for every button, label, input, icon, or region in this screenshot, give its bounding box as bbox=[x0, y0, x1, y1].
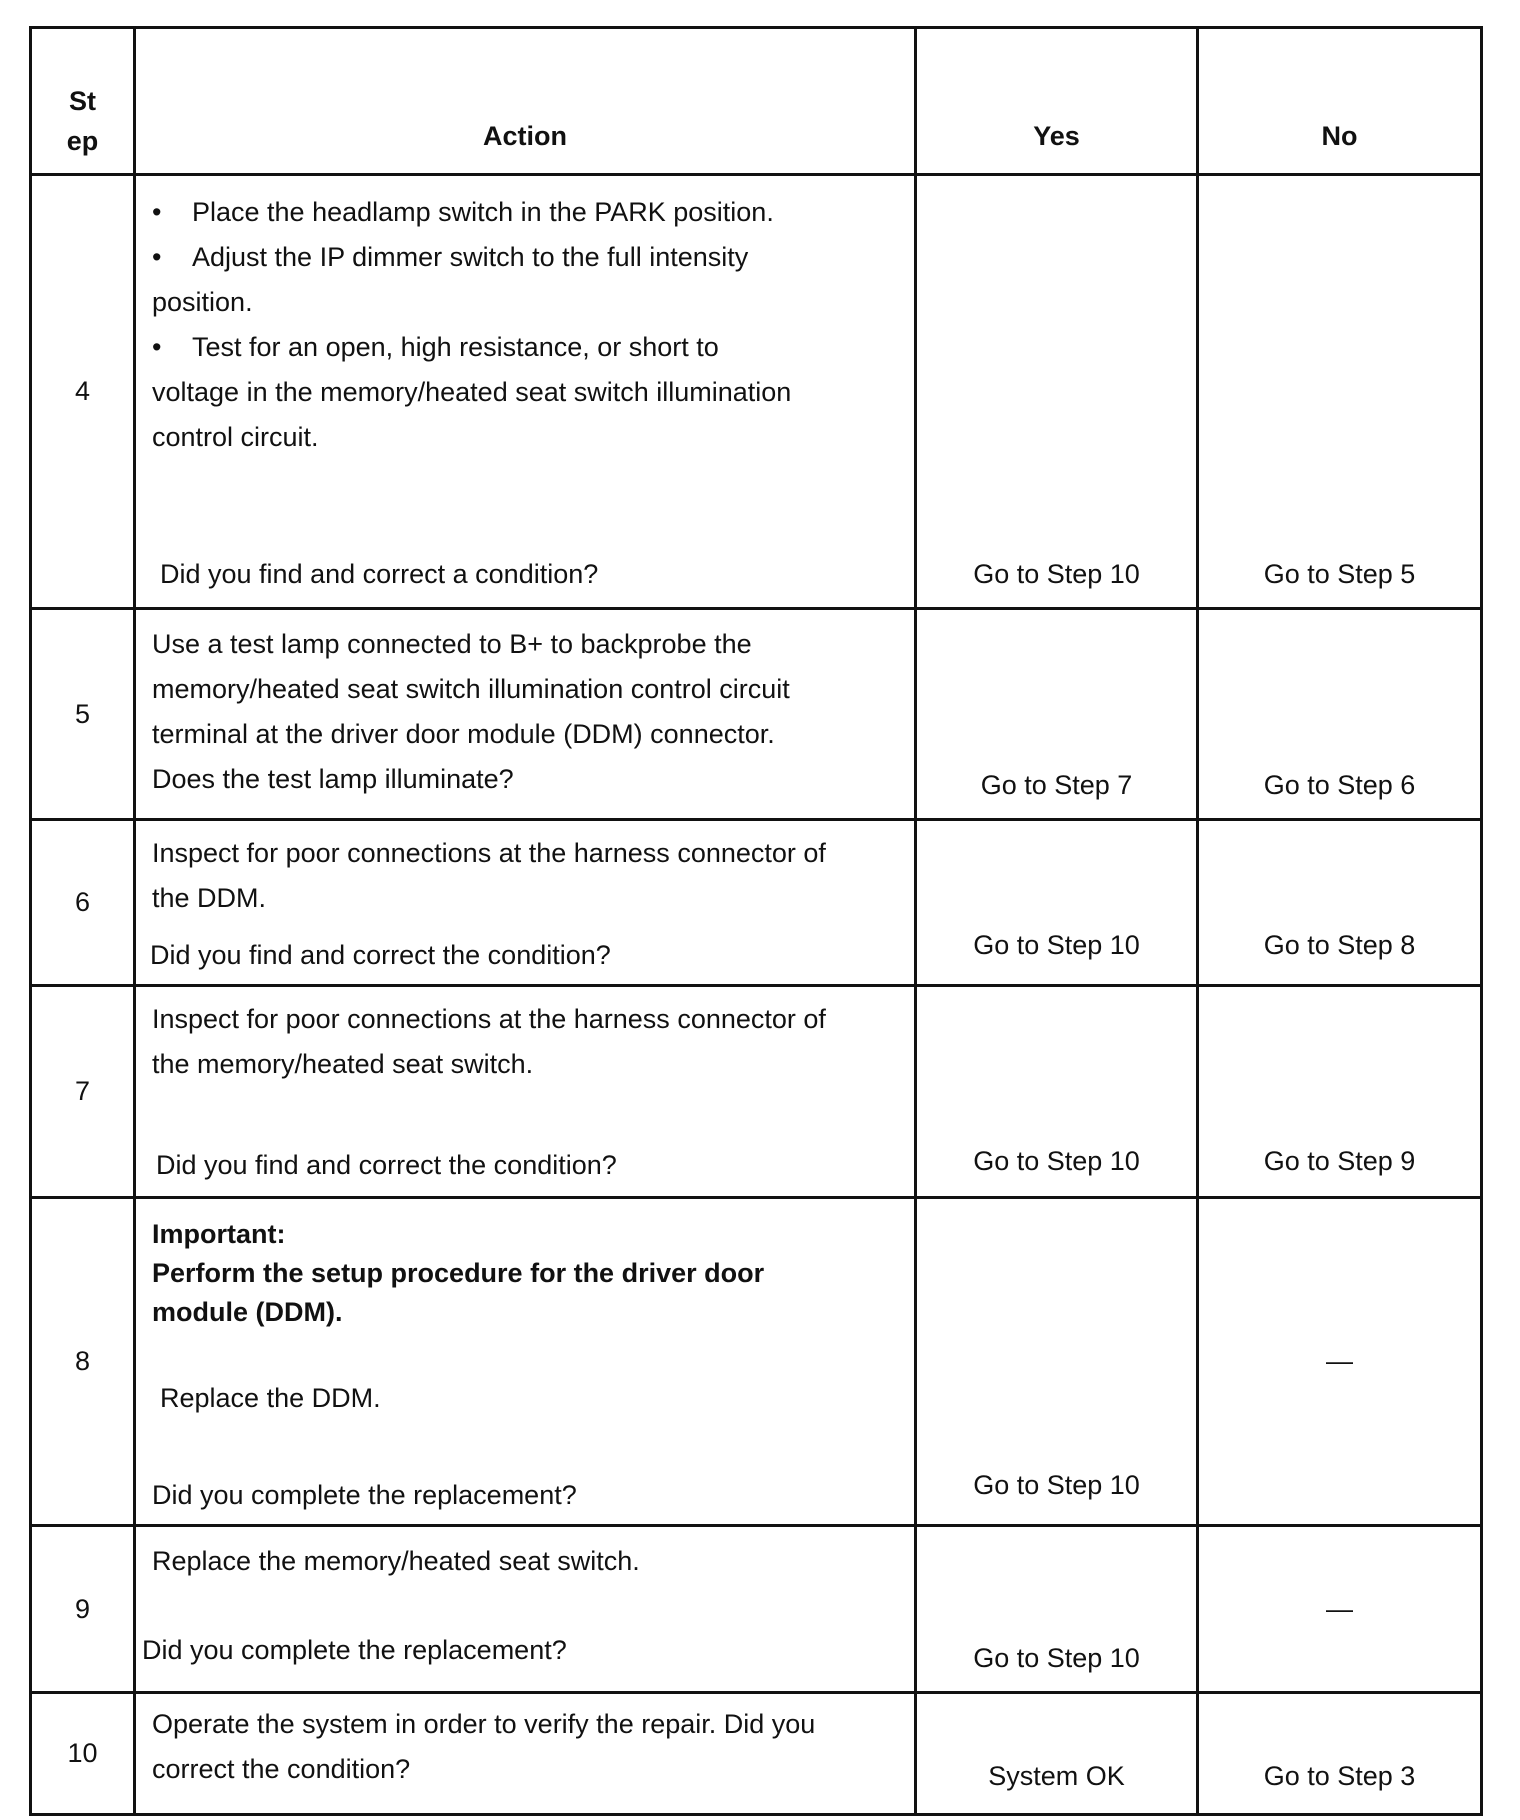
diagnostic-table bbox=[29, 26, 1483, 1816]
bullet-item: • Place the headlamp switch in the PARK position. bbox=[152, 190, 898, 235]
action-line: Operate the system in order to verify the repair. Did you bbox=[152, 1709, 816, 1739]
important-label: Important: bbox=[152, 1219, 286, 1249]
no-result: Go to Step 3 bbox=[1263, 1761, 1416, 1791]
action-line: Replace the memory/heated seat switch. bbox=[152, 1546, 640, 1576]
action-line: the memory/heated seat switch. bbox=[152, 1049, 534, 1079]
action-cell bbox=[136, 1694, 917, 1813]
action-line: Use a test lamp connected to B+ to backprobe the bbox=[152, 629, 752, 659]
bullet-item: • Test for an open, high resistance, or short to bbox=[152, 325, 898, 370]
header-step-line2: ep bbox=[66, 126, 99, 156]
action-line: the DDM. bbox=[152, 883, 267, 913]
question-text: Did you complete the replacement? bbox=[142, 1635, 567, 1665]
important-text: module (DDM). bbox=[152, 1297, 343, 1327]
step-number: 8 bbox=[32, 1199, 136, 1524]
action-cell bbox=[136, 987, 917, 1196]
header-no: No bbox=[1321, 121, 1358, 151]
step-number: 7 bbox=[32, 987, 136, 1196]
bullet-continuation: voltage in the memory/heated seat switch illumination bbox=[152, 377, 792, 407]
yes-result: Go to Step 10 bbox=[917, 176, 1199, 607]
question-text: correct the condition? bbox=[152, 1754, 411, 1784]
no-result: — bbox=[1326, 1346, 1353, 1376]
yes-result: Go to Step 7 bbox=[917, 610, 1199, 818]
action-cell bbox=[136, 176, 917, 607]
question-text: Did you complete the replacement? bbox=[152, 1480, 577, 1510]
question-text: Does the test lamp illuminate? bbox=[152, 764, 514, 794]
bullet-icon: • bbox=[152, 332, 162, 362]
action-line: memory/heated seat switch illumination control circuit bbox=[152, 674, 790, 704]
no-result: Go to Step 5 bbox=[1263, 559, 1416, 589]
no-result: — bbox=[1326, 1593, 1353, 1624]
table-row-step-5 bbox=[29, 610, 1483, 821]
question-text: Did you find and correct the condition? bbox=[156, 1150, 617, 1180]
header-step-line1: St bbox=[69, 86, 96, 116]
header-step bbox=[32, 29, 136, 173]
yes-result: System OK bbox=[917, 1694, 1199, 1813]
bullet-icon: • bbox=[152, 197, 162, 227]
bullet-continuation: control circuit. bbox=[152, 422, 319, 452]
yes-result: Go to Step 10 bbox=[917, 1527, 1199, 1691]
table-row-step-10 bbox=[29, 1694, 1483, 1816]
bullet-continuation: position. bbox=[152, 287, 253, 317]
bullet-icon: • bbox=[152, 242, 162, 272]
table-row-step-4 bbox=[29, 176, 1483, 610]
table-header-row bbox=[29, 26, 1483, 176]
table-row-step-9 bbox=[29, 1527, 1483, 1694]
important-text: Perform the setup procedure for the driver door bbox=[152, 1258, 765, 1288]
action-cell bbox=[136, 1199, 917, 1524]
step-number: 5 bbox=[32, 610, 136, 818]
action-line: Replace the DDM. bbox=[160, 1383, 381, 1413]
action-cell bbox=[136, 821, 917, 984]
action-cell bbox=[136, 610, 917, 818]
header-action: Action bbox=[136, 29, 917, 173]
header-yes: Yes bbox=[917, 29, 1199, 173]
yes-result: Go to Step 10 bbox=[917, 821, 1199, 984]
action-cell bbox=[136, 1527, 917, 1691]
action-line: Inspect for poor connections at the harness connector of bbox=[152, 838, 826, 868]
question-text: Did you find and correct the condition? bbox=[150, 940, 611, 970]
bullet-item: • Adjust the IP dimmer switch to the full intensity bbox=[152, 235, 898, 280]
no-result: Go to Step 9 bbox=[1263, 1146, 1416, 1176]
table-row-step-7 bbox=[29, 987, 1483, 1199]
yes-result: Go to Step 10 bbox=[917, 987, 1199, 1196]
yes-result: Go to Step 10 bbox=[917, 1199, 1199, 1524]
step-number: 10 bbox=[32, 1694, 136, 1813]
action-line: Inspect for poor connections at the harness connector of bbox=[152, 1004, 826, 1034]
question-text: Did you find and correct a condition? bbox=[160, 559, 599, 589]
no-result: Go to Step 8 bbox=[1263, 930, 1416, 960]
step-number: 4 bbox=[32, 176, 136, 607]
table-row-step-8 bbox=[29, 1199, 1483, 1527]
step-number: 9 bbox=[32, 1527, 136, 1691]
action-line: terminal at the driver door module (DDM) connector. bbox=[152, 719, 775, 749]
table-row-step-6 bbox=[29, 821, 1483, 987]
step-number: 6 bbox=[32, 821, 136, 984]
no-result: Go to Step 6 bbox=[1263, 770, 1416, 800]
